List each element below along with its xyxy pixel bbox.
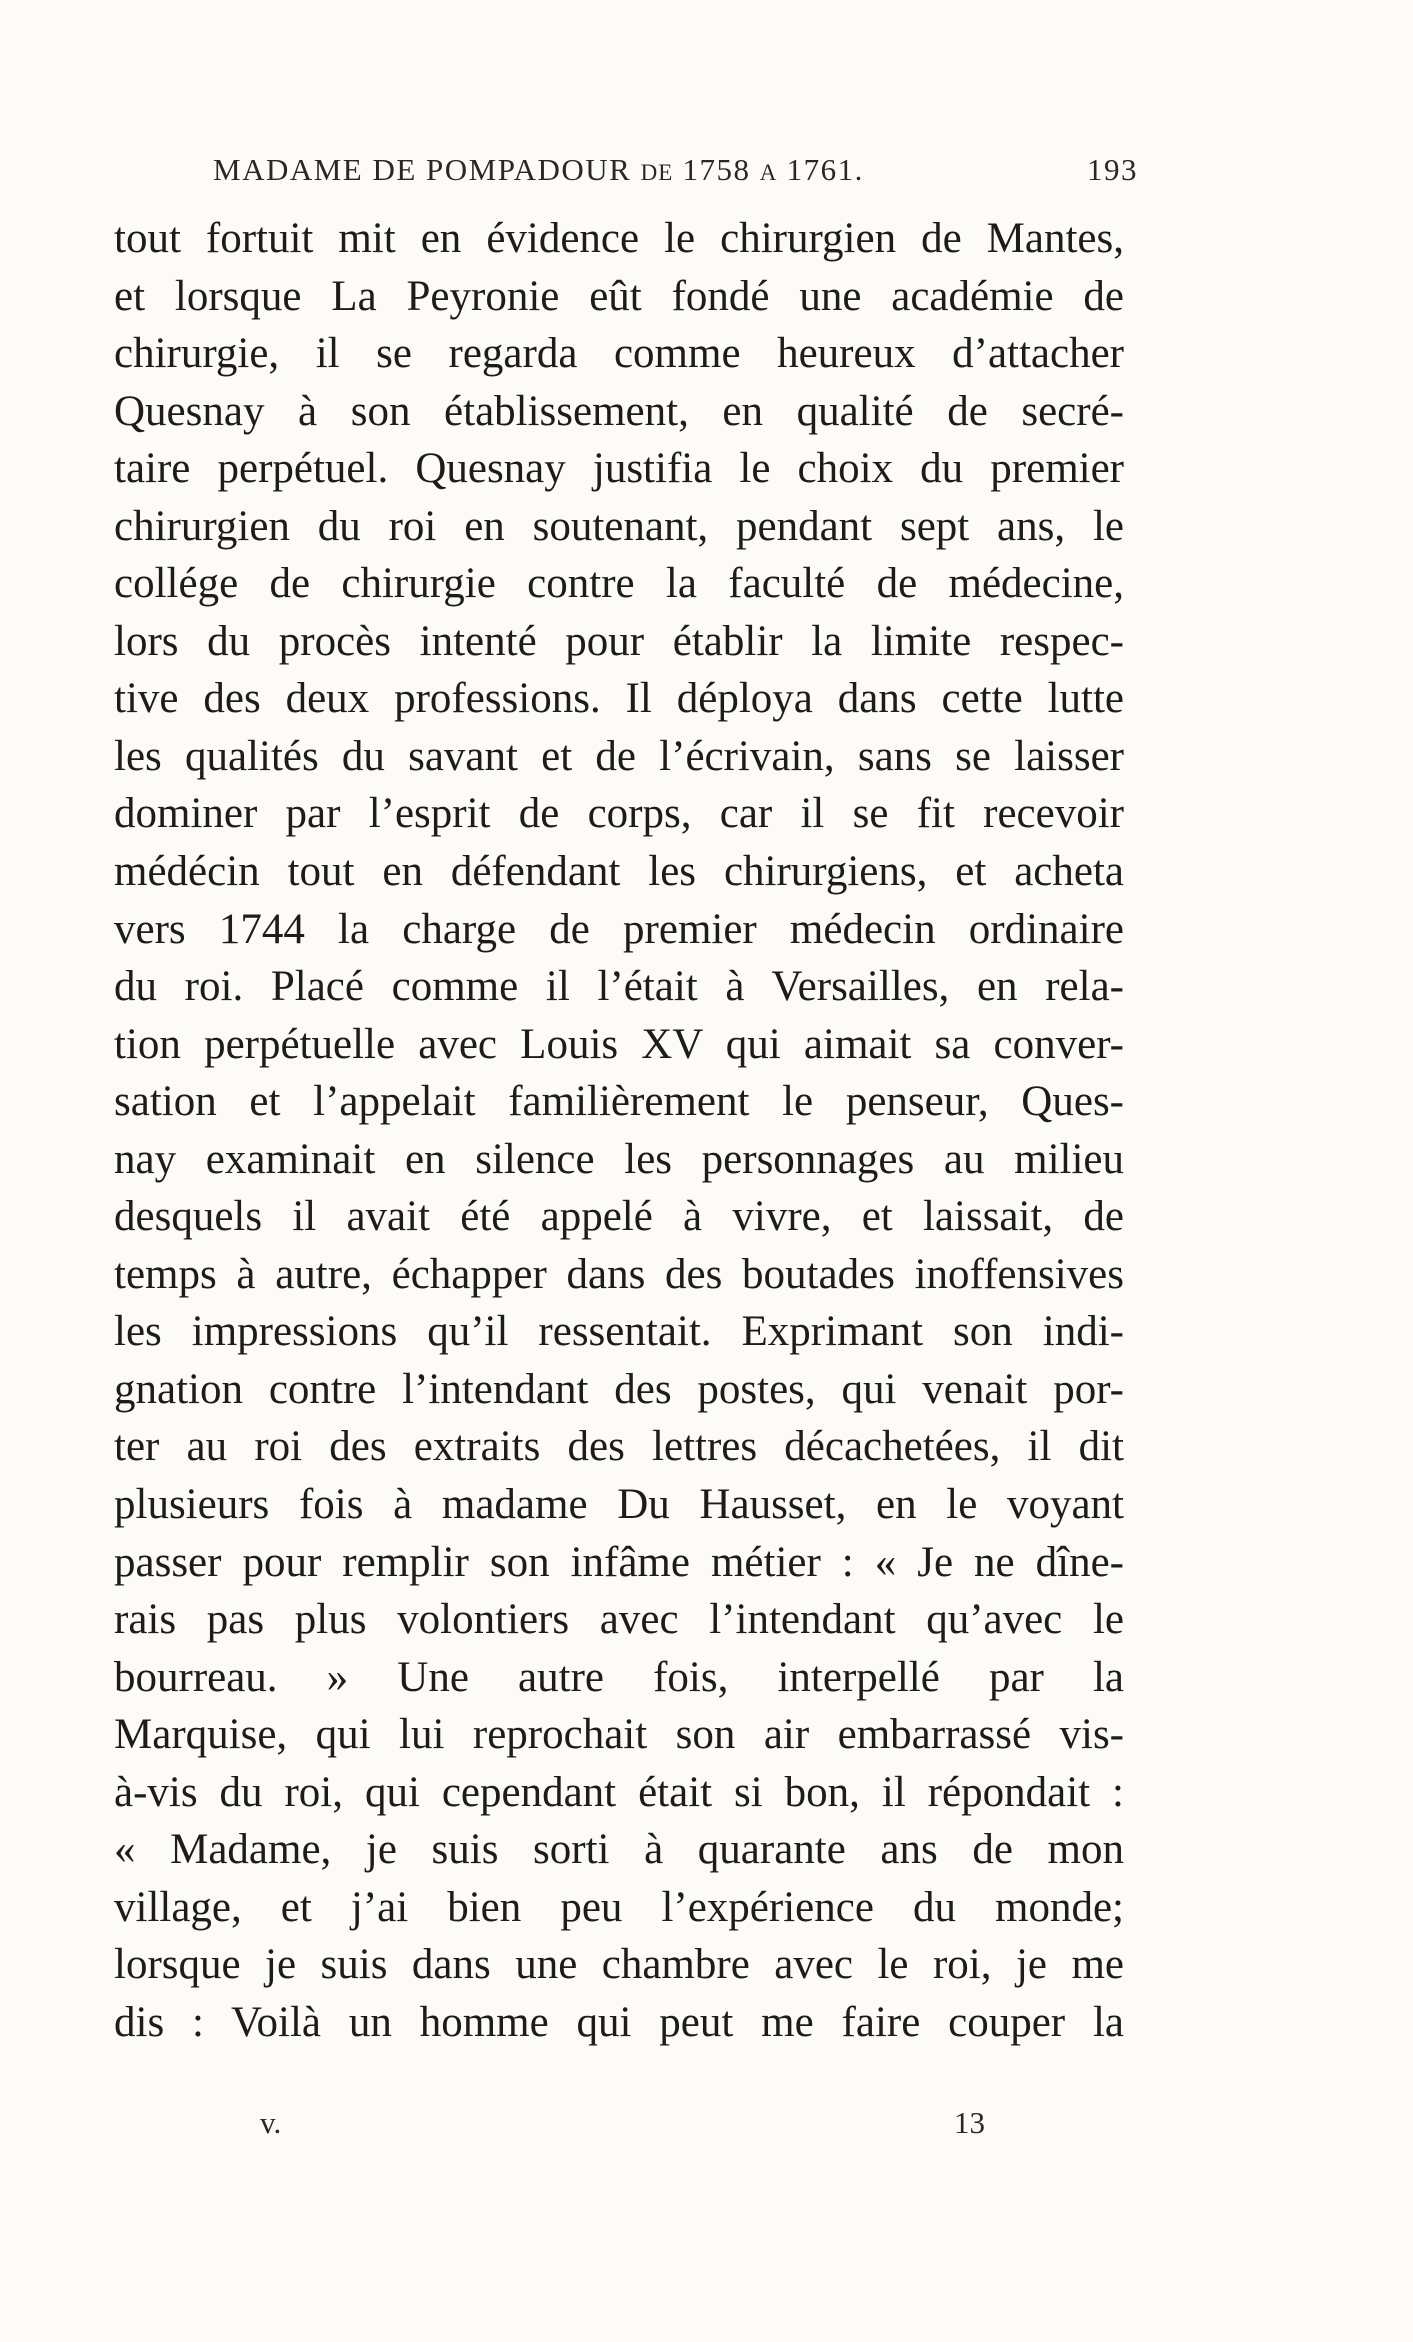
text-line: les qualités du savant et de l’écrivain, sans se laisser	[114, 732, 1124, 780]
title-end-year: 1761.	[786, 152, 864, 187]
text-line: tout fortuit mit en évidence le chirurgien de Mantes,	[114, 215, 1124, 262]
text-line: chirurgien du roi en soutenant, pendant sept ans, le	[114, 502, 1124, 550]
text-line: Quesnay à son établissement, en qualité de secré-	[114, 387, 1124, 435]
text-line: dominer par l’esprit de corps, car il se fit recevoir	[114, 790, 1124, 838]
text-line: plusieurs fois à madame Du Hausset, en le voyant	[114, 1481, 1124, 1529]
signature-number: 13	[954, 2105, 985, 2140]
page-number: 193	[1087, 152, 1138, 187]
text-line: taire perpétuel. Quesnay justifia le choix du premier	[114, 445, 1124, 493]
title-start-year: 1758	[682, 152, 751, 187]
text-line: « Madame, je suis sorti à quarante ans de mon	[114, 1826, 1124, 1874]
text-line: vers 1744 la charge de premier médecin ordinaire	[114, 905, 1124, 953]
text-line: nay examinait en silence les personnages au milieu	[114, 1135, 1124, 1183]
body-text	[114, 210, 1124, 2052]
running-title	[213, 152, 864, 188]
text-line: tion perpétuelle avec Louis XV qui aimait sa conver-	[114, 1020, 1124, 1068]
title-a: A	[759, 160, 778, 185]
text-line: ter au roi des extraits des lettres décachetées, il dit	[114, 1423, 1124, 1471]
text-line: du roi. Placé comme il l’était à Versailles, en rela-	[114, 963, 1124, 1011]
text-line: chirurgie, il se regarda comme heureux d’attacher	[114, 330, 1124, 378]
text-line: village, et j’ai bien peu l’expérience du monde;	[114, 1883, 1124, 1931]
text-line: médécin tout en défendant les chirurgiens, et acheta	[114, 848, 1124, 896]
text-line: gnation contre l’intendant des postes, qui venait por-	[114, 1365, 1124, 1413]
text-line: temps à autre, échapper dans des boutades inoffensives	[114, 1250, 1124, 1298]
title-main: MADAME DE POMPADOUR	[213, 152, 632, 187]
text-line: bourreau. » Une autre fois, interpellé par la	[114, 1653, 1124, 1701]
text-line: rais pas plus volontiers avec l’intendant qu’avec le	[114, 1596, 1124, 1644]
text-line: les impressions qu’il ressentait. Exprimant son indi-	[114, 1308, 1124, 1356]
title-de: DE	[640, 160, 674, 185]
text-line: dis : Voilà un homme qui peut me faire couper la	[114, 1998, 1124, 2046]
text-line: lors du procès intenté pour établir la limite respec-	[114, 617, 1124, 665]
text-line: passer pour remplir son infâme métier : « Je ne dîne-	[114, 1538, 1124, 1586]
signature-volume: v.	[260, 2105, 282, 2140]
running-header	[213, 152, 1138, 196]
text-line: collége de chirurgie contre la faculté de médecine,	[114, 560, 1124, 608]
text-line: tive des deux professions. Il déploya dans cette lutte	[114, 675, 1124, 723]
text-line: Marquise, qui lui reprochait son air embarrassé vis-	[114, 1711, 1124, 1759]
text-line: lorsque je suis dans une chambre avec le roi, je me	[114, 1941, 1124, 1989]
text-line: et lorsque La Peyronie eût fondé une académie de	[114, 272, 1124, 320]
text-line: sation et l’appelait familièrement le penseur, Ques-	[114, 1078, 1124, 1126]
signature-footer	[0, 2105, 1413, 2145]
text-line: desquels il avait été appelé à vivre, et laissait, de	[114, 1193, 1124, 1241]
text-line: à-vis du roi, qui cependant était si bon, il répondait :	[114, 1768, 1124, 1816]
